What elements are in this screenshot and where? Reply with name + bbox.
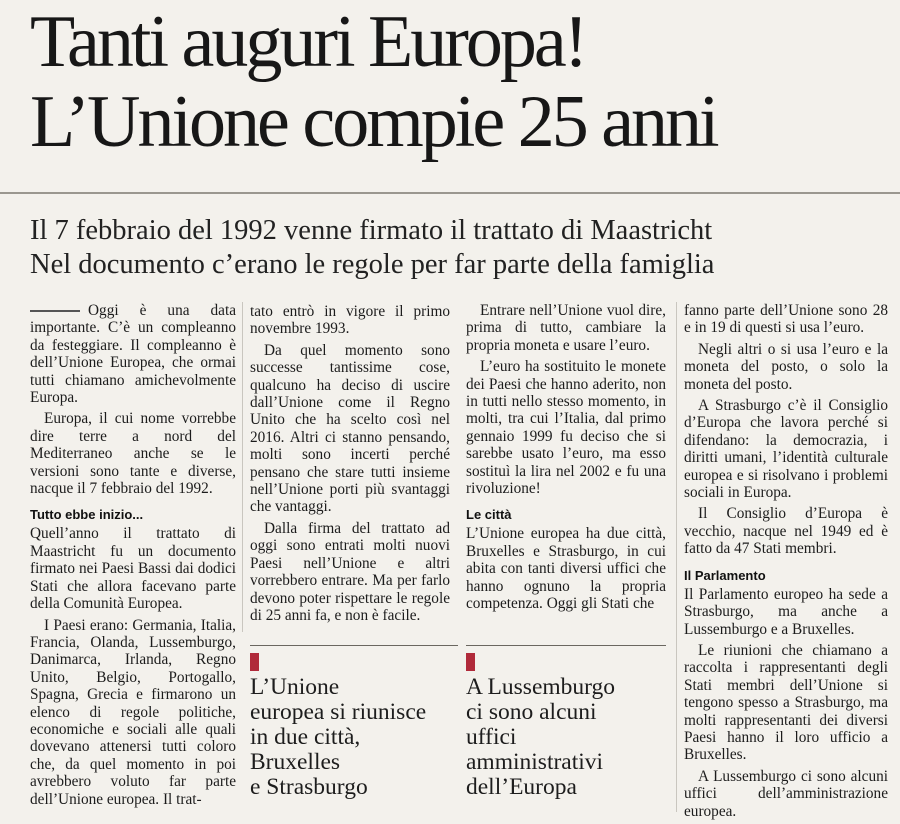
article-column-2 [250,303,450,628]
paragraph: Dalla firma del trattato ad oggi sono entrati molti nuovi Paesi nell’Unione e altri vorrebbero entrare. Ma per farlo devono poter rispettare le regole di 25 anni fa, e non è facile. [250,519,450,624]
divider [0,192,900,194]
pull-quote-line: amministrativi [466,749,604,775]
pull-quote-line: in due città, [250,724,361,750]
paragraph: L’euro ha sostituito le monete dei Paesi che hanno aderito, non in tutti nello stesso momento, in molti, tra cui l’Italia, dal primo gennaio 1999 fu deciso che si sarebbe usato l’euro, ma esso sostituì la lira nel 2002 e fu una rivoluzione! [466,358,666,498]
paragraph: Il Parlamento europeo ha sede a Strasburgo, ma anche a Lussemburgo e a Bruxelles. [684,585,888,638]
pull-quote-line: e Strasburgo [250,774,368,800]
pull-quote-line: europea si riunisce [250,699,427,725]
paragraph: L’Unione europea ha due città, Bruxelles e Strasburgo, in cui abita con tanti diversi uffici che hanno ognuno la propria competenza. Oggi gli Stati che [466,525,666,613]
column-rule [242,302,243,632]
section-heading: Tutto ebbe inizio... [30,507,144,523]
paragraph-text: Oggi è una data importante. C’è un compleanno da festeggiare. Il compleanno è dell’Unione Europea, che ormai tutti chiamano amichevolmente Europa. [30,302,236,407]
page-title [30,2,890,162]
lead-dash [30,310,80,312]
article-column-3 [466,302,666,617]
red-marker-icon [466,653,475,671]
subheadline-line-2: Nel documento c’erano le regole per far parte della famiglia [30,249,715,280]
paragraph: A Lussemburgo ci sono alcuni uffici dell’amministrazione europea. [684,767,888,820]
pull-quote-line [250,650,458,700]
pull-quote [466,645,666,800]
paragraph: Da quel momento sono successe tantissime cose, qualcuno ha deciso di uscire dall’Unione come il Regno Unito che ha scelto così nel 2016. Altri ci stanno pensando, molti sono incerti perché pensano che stare tutti insieme nell’Unione porti più svantaggi che vantaggi. [250,341,450,516]
paragraph: A Strasburgo c’è il Consiglio d’Europa che lavora perché si difendano: la democrazia, i diritti umani, l’identità culturale europea e si risolvano i problemi sociali in Europa. [684,397,888,502]
pull-quote-text: L’Unione [250,674,340,700]
pull-quote-line: ci sono alcuni [466,699,597,725]
paragraph: fanno parte dell’Unione sono 28 e in 19 di questi si usa l’euro. [684,302,888,337]
paragraph: Le riunioni che chiamano a raccolta i rappresentanti degli Stati membri dell’Unione si tengono spesso a Strasburgo, ma molti rappresentanti dei diversi Paesi hanno il loro ufficio a Bruxelles. [684,641,888,764]
subheadline [30,214,880,282]
paragraph: Negli altri o si usa l’euro e la moneta del posto, o solo la moneta del posto. [684,340,888,393]
pull-quote-line: uffici [466,724,517,750]
subheadline-line-1: Il 7 febbraio del 1992 venne firmato il trattato di Maastricht [30,215,713,246]
pull-quote-line [466,650,666,700]
pull-quote-text: A Lussemburgo [466,674,616,700]
section-heading: Il Parlamento [684,567,766,583]
paragraph: Quell’anno il trattato di Maastricht fu un documento firmato nei Paesi Bassi dai dodici Stati che allora facevano parte della Comunità Europea. [30,525,236,613]
paragraph: I Paesi erano: Germania, Italia, Francia, Olanda, Lussemburgo, Danimarca, Irlanda, Regno Unito, Belgio, Portogallo, Spagna, Grecia e firmarono un elenco di regole politiche, economiche e sociali alle quali dovevano attenersi tutti coloro che, da quel momento in poi avrebbero voluto far parte dell’Unione europea. Il trat- [30,616,236,808]
pull-quote-line: dell’Europa [466,774,577,800]
paragraph: Il Consiglio d’Europa è vecchio, nacque nel 1949 ed è fatto da 47 Stati membri. [684,505,888,558]
red-marker-icon [250,653,259,671]
column-rule [676,302,677,812]
paragraph: Entrare nell’Unione vuol dire, prima di tutto, cambiare la propria moneta e usare l’euro. [466,302,666,354]
article-column-1 [30,302,236,812]
paragraph [30,302,236,406]
pull-quote [250,645,458,800]
article-column-4 [684,302,888,824]
section-heading: Le città [466,507,512,523]
pull-quote-line: Bruxelles [250,749,341,775]
headline-line-2: L’Unione compie 25 anni [30,81,717,163]
headline-line-1: Tanti auguri Europa! [30,1,586,83]
paragraph: Europa, il cui nome vorrebbe dire terre a nord del Mediterraneo anche se le versioni sono tante e diverse, nacque il 7 febbraio del 1992. [30,410,236,498]
paragraph: tato entrò in vigore il primo novembre 1993. [250,303,450,338]
